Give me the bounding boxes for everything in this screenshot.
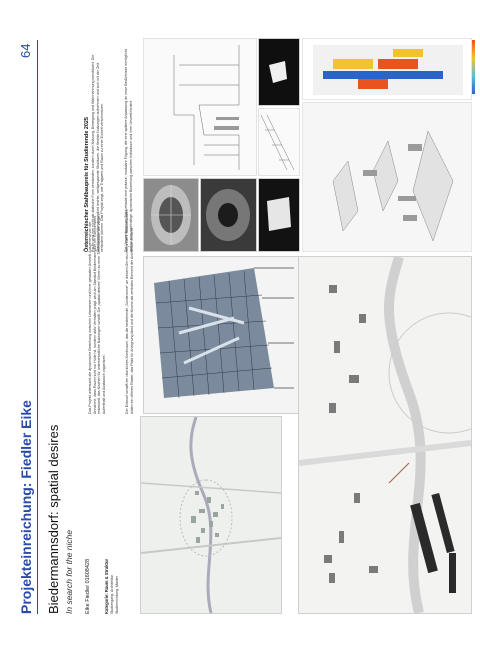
diagram-small-1-drawing (259, 109, 299, 175)
page-header-title: Projekteinreichung: Fiedler Eike (18, 400, 34, 614)
heat-analysis-drawing (303, 39, 471, 99)
steel-structure-perspective (143, 256, 300, 414)
category-label: Kategorie: Raum & Struktur (104, 558, 109, 614)
interior-photo-1-drawing (144, 179, 198, 251)
site-map-drawing (141, 417, 281, 613)
heat-analysis (302, 38, 472, 100)
award-title: Österreichischer Stahlbaupreis für Studierende 2025 (84, 117, 90, 252)
urban-perspective (302, 102, 472, 252)
award-paragraph-2: Die Verwendung von Stahl erlaubt eine präzise, modulare Fügung, die eine spätere Anpassung an neue Bedürfnisse ermöglicht und so eine nachhaltige, dynamische Beziehung zwischen Individuum und ihrer Umwelt fördert. (124, 49, 133, 252)
project-title: Biedermannsdorf: spatial desires (46, 424, 61, 614)
master-plan (298, 256, 472, 614)
diagram-small-1 (258, 108, 300, 176)
interior-photo-1 (143, 178, 199, 252)
section-drawings (143, 38, 257, 176)
header-rule (37, 40, 38, 614)
project-author: Eike Fiedler 01608428 (85, 558, 91, 614)
diagram-small-2-drawing (259, 39, 299, 105)
page-number: 64 (18, 43, 33, 58)
award-paragraph-1: Raum wird hier nicht als statische Form verstanden, sondern durch Nutzung, Bewegung und Wahrnehmung konstituiert. Die Stahlkonstruktion ermöglicht leichte, weitgespannte Strukturen, die flexible Nutzungen aufnehmen und sich mit der Zeit verändern können. Das Projekt zeigt, wie Tragwerk und Raum zu einer Einheit verschmelzen. (91, 54, 105, 252)
category-line-1: Studiengang: Architektur (110, 574, 114, 614)
category-line-2: Studienrichtung: Master (115, 576, 119, 614)
site-map-image (140, 416, 282, 614)
structure-drawing (144, 257, 299, 413)
diagram-small-2 (258, 38, 300, 106)
description-paragraph-1: Das Projekt untersucht die dynamische Beziehung zwischen Lebewesen und ihrer gebauten Umwelt. Ausgehend von der Annahme, dass Raum nicht nur Hülle ist, sondern aktiv Verhalten prägt, wird am Standort Biedermannsdorf ein Rahmenwerk entwickelt, das Nischen für unterschiedliche Nutzungen schafft. Die „spatial desires“ führen zu einer Tiefenstruktur, die Wege, Aufenthalt und Austausch organisiert. (88, 214, 106, 414)
interior-photo-3-drawing (259, 179, 299, 251)
master-plan-drawing (299, 257, 471, 613)
description-paragraph-2: Der Entwurf schafft ein räumliches Kontinuum, das die bestehende „Sonderzone“ an diesem Ort neu interpretiert. Stahlstrukturen bilden ein offenes Raster, das Platz für Aneignung lässt und die Nische als zentrales Element der Architektur versteht. (125, 209, 134, 414)
section-drawings-drawing (144, 39, 256, 175)
interior-photo-2 (200, 178, 257, 252)
heat-legend (472, 40, 478, 94)
interior-photo-2-drawing (201, 179, 256, 251)
interior-photo-3 (258, 178, 300, 252)
urban-perspective-drawing (303, 103, 471, 251)
project-subtitle: In search for the niche (64, 529, 74, 614)
legend-bar (472, 40, 475, 94)
